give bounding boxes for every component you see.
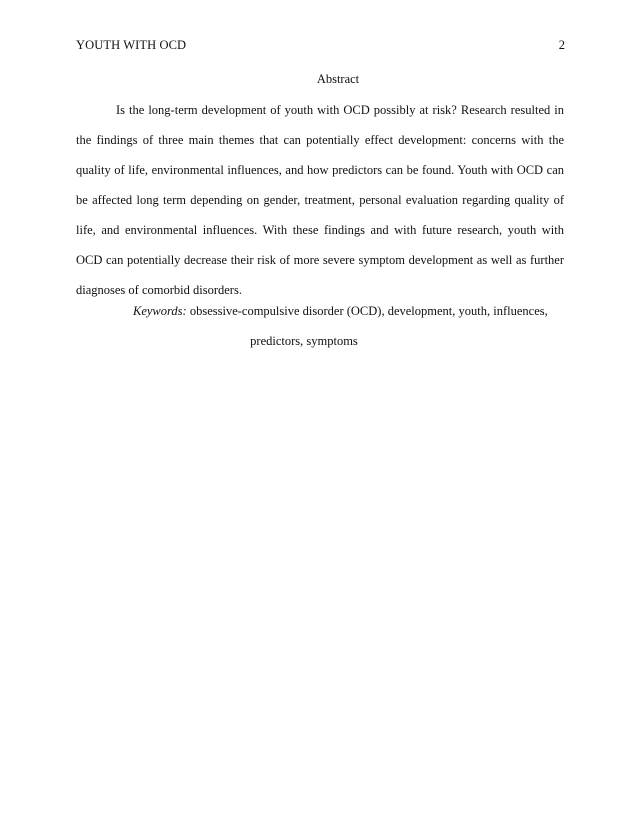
page-number: 2 [558,38,565,52]
running-head: YOUTH WITH OCD [76,38,187,52]
keywords-label: Keywords: [133,304,187,318]
abstract-heading: Abstract [316,72,360,86]
abstract-line: OCD can potentially decrease their risk of more severe symptom development as well as further [76,253,564,267]
abstract-line: the findings of three main themes that can potentially effect development: concerns with the [76,133,564,147]
keywords-text: obsessive-compulsive disorder (OCD), development, youth, influences, [189,304,548,318]
keywords-line [133,304,548,319]
abstract-line-last: diagnoses of comorbid disorders. [76,283,242,297]
keywords-continuation: predictors, symptoms [250,334,358,348]
abstract-line: Is the long-term development of youth with OCD possibly at risk? Research resulted in [116,103,564,117]
abstract-line: be affected long term depending on gender, treatment, personal evaluation regarding quality of [76,193,564,207]
abstract-line: quality of life, environmental influences, and how predictors can be found. Youth with OCD can [76,163,564,177]
abstract-line: life, and environmental influences. With these findings and with future research, youth with [76,223,564,237]
